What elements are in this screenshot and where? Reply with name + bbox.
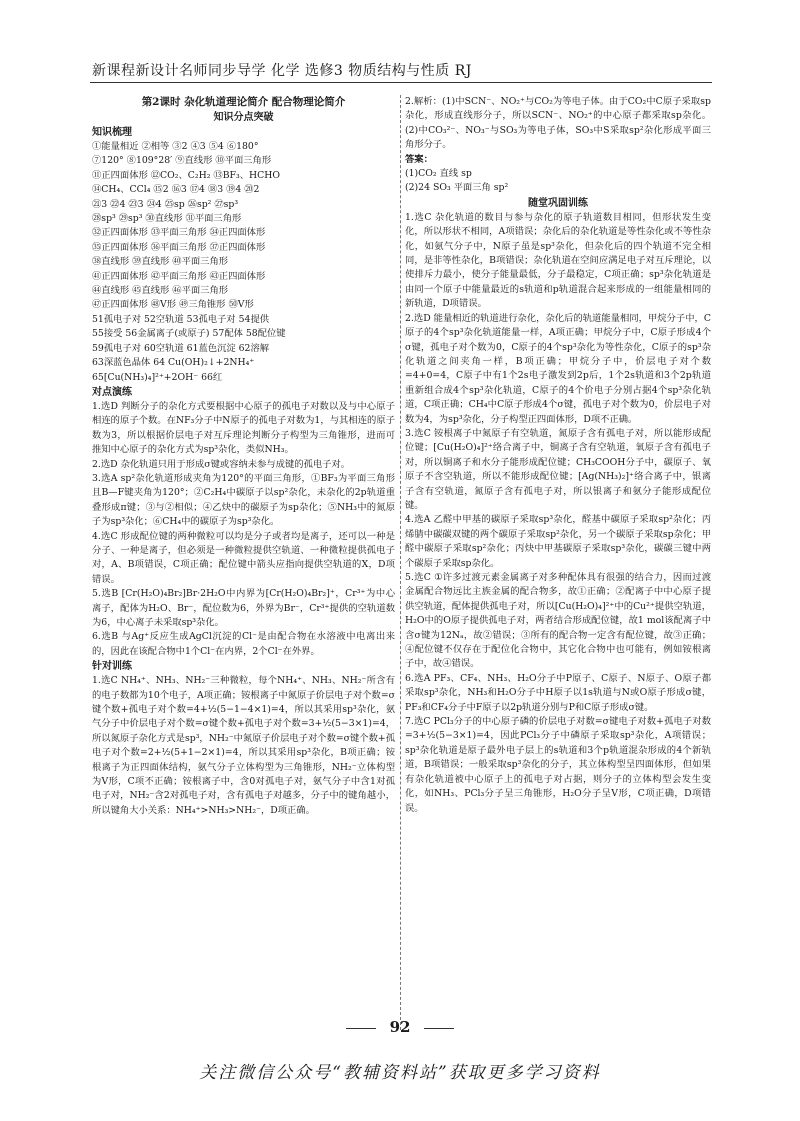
knowledge-heading: 知识梳理 — [92, 127, 132, 138]
drill-item: 2.选D 杂化轨道只用于形成σ键或容纳未参与成键的孤电子对。 — [92, 458, 351, 470]
knowledge-line: 59孤电子对 60空轨道 61蓝色沉淀 62溶解 — [92, 342, 270, 354]
knowledge-line: ㉜正四面体形 ㉝平面三角形 ㉞正四面体形 — [92, 227, 266, 239]
consolidation-item: 7.选C PCl₃分子的中心原子磷的价层电子对数=σ键电子对数+孤电子对数=3+½(5−3×1)=4，因此PCl₃分子中磷原子采取sp³杂化，A项错误；sp³杂化轨道是原子最外电子层上的s轨道和3个p轨道混杂形成的4个新轨道，B项错误；一般采取sp³杂化的分子，其立体构型呈四面体形，但如果有杂化轨道被中心原子上的孤电子对占据，则分子的立体构型会发生变化，如NH₃、PCl₃分子呈三角锥形，H₂O分子呈V形，C项正确，D项错误。 — [405, 716, 711, 814]
consolidation-item: 2.选D 能量相近的轨道进行杂化，杂化后的轨道能量相同，甲烷分子中，C原子的4个sp³杂化轨道能量一样，A项正确；甲烷分子中，C原子形成4个σ键，孤电子对个数为0，C原子的4个sp³杂化为等性杂化，C原子的sp³杂化轨道之间夹角一样，B项正确；甲烷分子中，价层电子对个数=4+0=4，C原子中有1个2s电子激发到2p后，1个2s轨道和3个2p轨道重新组合成4个sp³杂化轨道，C原子的4个价电子分别占据4个sp³杂化轨道，C项正确；CH₄中C原子形成4个σ键，孤电子对个数为0，价层电子对数为4，为sp³杂化，分子构型正四面体形，D项不正确。 — [405, 312, 711, 425]
drill-item: 6.选B 与Ag⁺反应生成AgCl沉淀的Cl⁻是由配合物在水溶液中电离出来的，因此在该配合物中1个Cl⁻在内界，2个Cl⁻在外界。 — [92, 631, 395, 657]
consolidation-list — [405, 211, 711, 816]
section-title: 知识分点突破 — [213, 112, 274, 123]
knowledge-line: ㉟正四面体形 ㊱平面三角形 ㊲正四面体形 — [92, 241, 266, 253]
knowledge-line: ㊳直线形 ㊴直线形 ㊵平面三角形 — [92, 256, 229, 268]
page-number-wrap — [0, 1018, 800, 1036]
page-number-dash-right — [424, 1028, 454, 1029]
right-column — [405, 95, 711, 816]
footer-promo: 关注微信公众号“教辅资料站”获取更多学习资料 — [199, 1063, 601, 1083]
drill-item: 3.选A sp²杂化轨道形成夹角为120°的平面三角形，①BF₃为平面三角形且B—F键夹角为120°；②C₂H₄中碳原子以sp²杂化，未杂化的2p轨道重叠形成π键；③与②相似；④乙炔中的碳原子为sp杂化；⑤NH₃中的氮原子为sp³杂化；⑥CH₄中的碳原子为sp³杂化。 — [92, 472, 395, 528]
consolidation-item: 4.选A 乙醛中甲基的碳原子采取sp³杂化，醛基中碳原子采取sp²杂化；丙烯腈中碳碳双键的两个碳原子采取sp²杂化，另一个碳原子采取sp杂化；甲醛中碳原子采取sp²杂化；丙炔中甲基碳原子采取sp³杂化，碳碳三键中两个碳原子采取sp杂化。 — [405, 514, 711, 569]
knowledge-line: ㉘sp³ ㉙sp³ ㉚直线形 ㉛平面三角形 — [92, 213, 242, 225]
knowledge-list — [92, 140, 395, 385]
knowledge-line: ㉑3 ㉒4 ㉓3 ㉔4 ㉕sp ㉖sp² ㉗sp³ — [92, 198, 239, 210]
page-number: 92 — [389, 1018, 411, 1036]
q2-list — [405, 95, 711, 153]
page-number-dash-left — [346, 1028, 376, 1029]
consolidation-item: 3.选C 铵根离子中氮原子有空轨道，氮原子含有孤电子对，所以能形成配位键；[Cu(H₂O)₄]²⁺络合离子中，铜离子含有空轨道，氧原子含有孤电子对，所以铜离子和水分子能形成配位键；CH₃COOH分子中，碳原子、氧原子不含空轨道，所以不能形成配位键；[Ag(NH₃)₂]⁺络合离子中，银离子含有空轨道，氮原子含有孤电子对，所以银离子和氨分子能形成配位键。 — [405, 427, 711, 511]
drill-item: 4.选C 形成配位键的两种微粒可以均是分子或者均是离子，还可以一种是分子、一种是离子，但必须是一种微粒提供空轨道、一种微粒提供孤电子对，A、B项错误，C项正确；配位键中箭头应指向提供空轨道的X，D项错误。 — [92, 530, 395, 585]
knowledge-line: ⑪正四面体形 ⑫CO₂、C₂H₂ ⑬BF₃、HCHO — [92, 169, 280, 181]
knowledge-line: ⑭CH₄、CCl₄ ⑮2 ⑯3 ⑰4 ⑱3 ⑲4 ⑳2 — [92, 184, 260, 196]
training-list — [92, 674, 395, 818]
answer-label: 答案： — [405, 153, 433, 165]
drill-heading: 对点演练 — [92, 386, 132, 398]
knowledge-line: 55接受 56金属离子(或原子) 57配体 58配位键 — [92, 328, 286, 340]
knowledge-line: 51孤电子对 52空轨道 53孤电子对 54提供 — [92, 313, 270, 325]
consolidation-item: 1.选C 杂化轨道的数目与参与杂化的原子轨道数目相同，但形状发生变化，所以形状不相同，A项错误；杂化后的杂化轨道是等性杂化或不等性杂化，如氨气分子中，N原子虽是sp³杂化，但杂化后的四个轨道不完全相同，是非等性杂化，B项错误；杂化轨道在空间应满足电子对互斥理论，以使排斥力最小，使分子能量最低，分子最稳定，C项正确；sp³杂化轨道是由同一个原子中能量最近的s轨道和p轨道混合起来形成的一组能量相同的新轨道，D项错误。 — [405, 211, 711, 310]
knowledge-line: ㊹直线形 ㊺直线形 ㊻平面三角形 — [92, 285, 229, 297]
header-rule — [90, 82, 712, 83]
drill-item: 1.选D 判断分子的杂化方式要根据中心原子的孤电子对数以及与中心原子相连的原子个数。在NF₃分子中N原子的孤电子对数为1，与其相连的原子数为3，所以根据价层电子对互斥理论判断分子构型为三角锥形，进而可推知中心原子的杂化方式为sp³杂化，类似NH₃。 — [92, 400, 395, 456]
drill-item: 5.选B [Cr(H₂O)₄Br₂]Br·2H₂O中内界为[Cr(H₂O)₄Br₂]⁺，Cr³⁺为中心离子，配体为H₂O、Br⁻，配位数为6，外界为Br⁻，Cr³⁺提供的空轨道数为6，中心离子未采取sp³杂化。 — [92, 588, 395, 628]
consolidation-item: 6.选A PF₃、CF₄、NH₃、H₂O分子中P原子、C原子、N原子、O原子都采取sp³杂化，NH₃和H₂O分子中H原子以1s轨道与N或O原子形成σ键，PF₃和CF₄分子中F原子以2p轨道分别与P和C原子形成σ键。 — [405, 672, 711, 713]
answer-line: (1)CO₂ 直线 sp — [405, 168, 472, 180]
drill-list — [92, 400, 395, 659]
training-item: 1.选C NH₄⁺、NH₃、NH₂⁻三种微粒，每个NH₄⁺、NH₃、NH₂⁻所含有的电子数都为10个电子，A项正确；铵根离子中氮原子价层电子对个数=σ键个数+孤电子对个数=4+½(5−1−4×1)=4，所以其采用sp³杂化，氨气分子中价层电子对个数=σ键个数+孤电子对个数=3+½(5−3×1)=4，所以氮原子杂化方式是sp³，NH₂⁻中氮原子价层电子对个数=σ键个数+孤电子对个数=2+½(5+1−2×1)=4，所以其采用sp³杂化，B项正确；铵根离子为正四面体结构，氨气分子立体构型为三角锥形，NH₂⁻立体构型为V形，C项不正确；铵根离子中，含0对孤电子对，氨气分子中含1对孤电子对，NH₂⁻含2对孤电子对，含有孤电子对越多，分子中的键角越小，所以键角大小关系：NH₄⁺>NH₃>NH₂⁻，D项正确。 — [92, 675, 395, 816]
column-divider — [400, 95, 401, 1030]
training-heading: 针对训练 — [92, 661, 132, 673]
left-column — [92, 95, 395, 818]
lesson-title: 第2课时 杂化轨道理论简介 配合物理论简介 — [141, 96, 346, 108]
knowledge-line: ㊼正四面体形 ㊽V形 ㊾三角锥形 ㊿V形 — [92, 299, 254, 311]
knowledge-line: 65[Cu(NH₃)₄]²⁺+2OH⁻ 66红 — [92, 371, 223, 383]
knowledge-line: 63深蓝色晶体 64 Cu(OH)₂↓+2NH₄⁺ — [92, 357, 255, 369]
knowledge-line: ⑦120° ⑧109°28′ ⑨直线形 ⑩平面三角形 — [92, 155, 272, 167]
answer-line: (2)24 SO₃ 平面三角 sp² — [405, 182, 509, 194]
q2-item: 2.解析：(1)中SCN⁻、NO₂⁺与CO₂为等电子体。由于CO₂中C原子采取sp杂化，形成直线形分子，所以SCN⁻、NO₂⁺的中心原子都采取sp杂化。(2)中CO₃²⁻、NO₃⁻与SO₃为等电子体，SO₃中S采取sp²杂化形成平面三角形分子。 — [405, 96, 711, 151]
knowledge-line: ㊶正四面体形 ㊷平面三角形 ㊸正四面体形 — [92, 270, 266, 282]
consolidation-heading: 随堂巩固训练 — [528, 197, 588, 209]
consolidation-item: 5.选C ①许多过渡元素金属离子对多种配体具有很强的结合力，因而过渡金属配合物远比主族金属的配合物多，故①正确；②配离子中中心原子提供空轨道，配体提供孤电子对，所以[Cu(H₂O)₄]²⁺中的Cu²⁺提供空轨道，H₂O中的O原子提供孤电子对，两者结合形成配位键，故1 mol该配离子中含σ键为12Nₐ，故②错误；③所有的配合物一定含有配位键，故③正确；④配位键不仅存在于配位化合物中，其它化合物中也可能有，例如铵根离子中，故④错误。 — [405, 572, 711, 670]
page-header: 新课程新设计名师同步导学 化学 选修3 物质结构与性质 RJ — [92, 63, 472, 79]
knowledge-line: ①能量相近 ②相等 ③2 ④3 ⑤4 ⑥180° — [92, 141, 259, 152]
